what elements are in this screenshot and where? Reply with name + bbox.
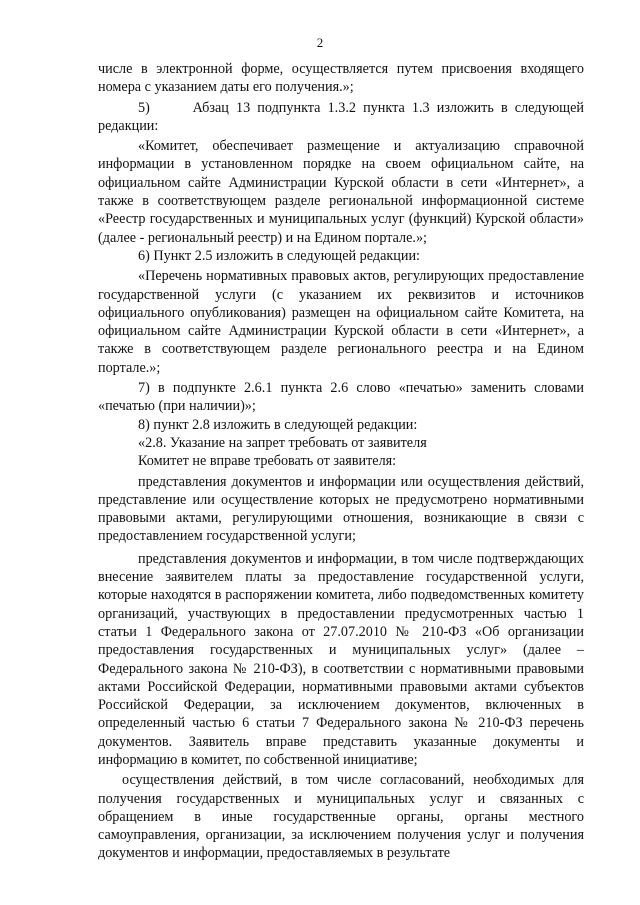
paragraph-item-8: 8) пункт 2.8 изложить в следующей редакции:: [138, 416, 418, 433]
paragraph-quote-committee: «Комитет, обеспечивает размещение и актуализацию справочной информации в установленном порядке на своем официальном сайте, на официальном сайте Администрации Курской области в сети «Интернет», а также в соответствующем разделе региональной информационной системе «Реестр государственных и муниципальных услуг (функций) Курской области» (далее - региональный реестр) и на Едином портале.»;: [98, 138, 584, 246]
paragraph-item-5: 5) Абзац 13 подпункта 1.3.2 пункта 1.3 изложить в следующей редакции:: [98, 99, 584, 134]
page-number: 2: [316, 35, 324, 50]
paragraph-item-7: 7) в подпункте 2.6.1 пункта 2.6 слово «печатью» заменить словами «печатью (при наличии)»;: [98, 380, 584, 415]
paragraph-continuation: числе в электронной форме, осуществляется путем присвоения входящего номера с указанием даты его получения.»;: [98, 61, 584, 96]
paragraph-committee-not-entitled: Комитет не вправе требовать от заявителя:: [138, 453, 397, 470]
paragraph-actions: осуществления действий, в том числе согласований, необходимых для получения государственных и муниципальных услуг и связанных с обращением в иные государственные органы, органы местного самоуправления, организации, за исключением получения услуг и получения документов и информации, предоставляемых в результате: [98, 772, 584, 862]
paragraph-item-6: 6) Пункт 2.5 изложить в следующей редакции:: [138, 247, 420, 264]
paragraph-documents-fee: представления документов и информации, в том числе подтверждающих внесение заявителем платы за предоставление государственной услуги, которые находятся в распоряжении комитета, либо подведомственных комитету организаций, участвующих в предоставлении предусмотренных частью 1 статьи 1 Федерального закона от 27.07.2010 № 210-ФЗ «Об организации предоставления государственных и муниципальных услуг» (далее – Федерального закона № 210-ФЗ), в соответствии с нормативными правовыми актами Российской Федерации, нормативными правовыми актами субъектов Российской Федерации, за исключением документов, включенных в определенный частью 6 статьи 7 Федерального закона № 210-ФЗ перечень документов. Заявитель вправе представить указанные документы и информацию в комитет, по собственной инициативе;: [98, 550, 584, 768]
document-body: [98, 60, 584, 863]
paragraph-quote-list: «Перечень нормативных правовых актов, регулирующих предоставление государственной услуги (с указанием их реквизитов и источников официального опубликования) размещен на официальном сайте Комитета, на официальном сайте Администрации Курской области в сети «Интернет», а также в соответствующем разделе регионального реестра и на Едином портале.»;: [98, 268, 584, 376]
paragraph-section-2-8: «2.8. Указание на запрет требовать от заявителя: [138, 434, 427, 451]
paragraph-documents-presentation: представления документов и информации или осуществления действий, представление или осуществление которых не предусмотрено нормативными правовыми актами, регулирующими отношения, возникающие в связи с предоставлением государственной услуги;: [98, 473, 584, 545]
